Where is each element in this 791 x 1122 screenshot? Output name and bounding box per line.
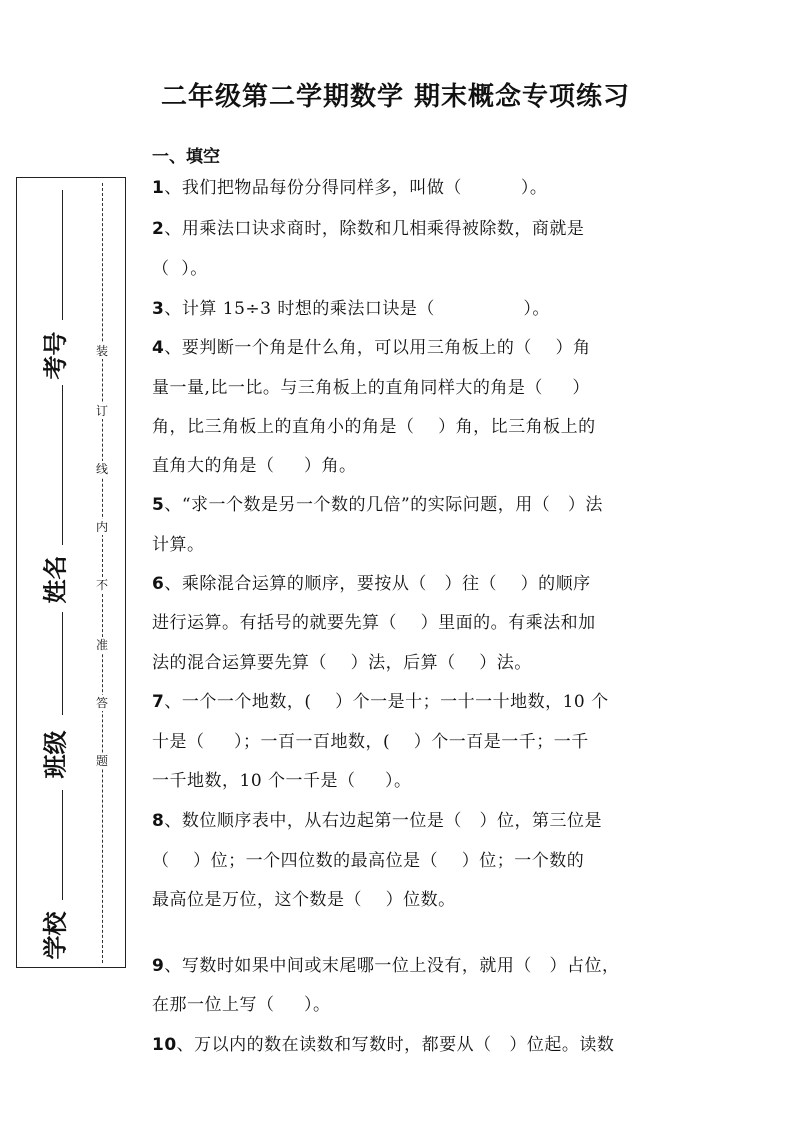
seal-char: 装 bbox=[91, 343, 113, 359]
seal-char: 内 bbox=[91, 519, 113, 535]
fill-in-line[interactable] bbox=[62, 385, 63, 545]
page-title: 二年级第二学期数学 期末概念专项练习 bbox=[160, 82, 631, 112]
question-5-line bbox=[152, 534, 697, 556]
section-heading: 一、填空 bbox=[152, 147, 220, 167]
question-text: 、“求一个数是另一个数的几倍”的实际问题，用（ ）法 bbox=[164, 495, 603, 515]
question-text: 法的混合运算要先算（ ）法，后算（ ）法。 bbox=[152, 653, 532, 673]
question-text: 、乘除混合运算的顺序，要按从（ ）往（ ）的顺序 bbox=[164, 574, 591, 594]
seal-char: 不 bbox=[91, 577, 113, 593]
question-9-line bbox=[152, 994, 697, 1016]
question-9-line bbox=[152, 955, 697, 977]
seal-char: 答 bbox=[91, 695, 113, 711]
question-text: （ ）。 bbox=[152, 259, 208, 279]
question-number: 9 bbox=[152, 956, 165, 976]
question-text: 、万以内的数在读数和写数时，都要从（ ）位起。读数 bbox=[176, 1035, 615, 1055]
question-6-line bbox=[152, 612, 697, 634]
fill-in-line[interactable] bbox=[62, 612, 63, 715]
question-3-line bbox=[152, 298, 697, 320]
question-text: 十是（ ）；一百一百地数，( ）个一百是一千；一千 bbox=[152, 732, 589, 752]
question-8-line bbox=[152, 850, 697, 872]
question-text: 量一量,比一比。与三角板上的直角同样大的角是（ ） bbox=[152, 378, 590, 398]
question-number: 1 bbox=[152, 178, 165, 198]
question-text: 直角大的角是（ ）角。 bbox=[152, 456, 357, 476]
field-label: 考号 bbox=[40, 331, 70, 380]
question-8-line bbox=[152, 889, 697, 911]
question-2-line bbox=[152, 218, 697, 240]
binding-border bbox=[16, 177, 126, 968]
question-number: 6 bbox=[152, 574, 165, 594]
question-text: （ ）位；一个四位数的最高位是（ ）位；一个数的 bbox=[152, 851, 585, 871]
question-number: 10 bbox=[152, 1035, 177, 1055]
seal-char: 准 bbox=[91, 637, 113, 653]
seal-char: 题 bbox=[91, 753, 113, 769]
question-1-line bbox=[152, 177, 697, 199]
question-7-line bbox=[152, 691, 697, 713]
question-text: 、要判断一个角是什么角，可以用三角板上的（ ）角 bbox=[164, 338, 591, 358]
question-4-line bbox=[152, 455, 697, 477]
question-8-line bbox=[152, 810, 697, 832]
question-2-line bbox=[152, 258, 697, 280]
field-label: 学校 bbox=[40, 911, 70, 960]
question-4-line bbox=[152, 416, 697, 438]
question-text: 、用乘法口诀求商时，除数和几相乘得被除数，商就是 bbox=[164, 219, 585, 239]
fill-in-line[interactable] bbox=[62, 190, 63, 320]
question-number: 2 bbox=[152, 219, 165, 239]
question-text: 、计算 15÷3 时想的乘法口诀是（ ）。 bbox=[164, 299, 550, 319]
question-text: 角，比三角板上的直角小的角是（ ）角，比三角板上的 bbox=[152, 417, 596, 437]
question-text: 、写数时如果中间或末尾哪一位上没有，就用（ ）占位， bbox=[164, 956, 620, 976]
question-text: 计算。 bbox=[152, 535, 205, 555]
question-text: 一千地数，10 个一千是（ ）。 bbox=[152, 771, 412, 791]
cut-line bbox=[102, 183, 103, 963]
seal-char: 线 bbox=[91, 461, 113, 477]
question-10-line bbox=[152, 1034, 697, 1056]
question-text: 、数位顺序表中，从右边起第一位是（ ）位，第三位是 bbox=[164, 811, 603, 831]
field-label: 姓名 bbox=[40, 555, 70, 604]
question-text: 、一个一个地数，( ）个一是十；一十一十地数，10 个 bbox=[164, 692, 609, 712]
question-7-line bbox=[152, 731, 697, 753]
fill-in-line[interactable] bbox=[62, 790, 63, 900]
field-label: 班级 bbox=[40, 730, 70, 779]
question-text: 进行运算。有括号的就要先算（ ）里面的。有乘法和加 bbox=[152, 613, 596, 633]
question-7-line bbox=[152, 770, 697, 792]
question-number: 5 bbox=[152, 495, 165, 515]
question-5-line bbox=[152, 494, 697, 516]
question-text: 、我们把物品每份分得同样多，叫做（ ）。 bbox=[164, 178, 548, 198]
question-number: 4 bbox=[152, 338, 165, 358]
question-6-line bbox=[152, 573, 697, 595]
question-6-line bbox=[152, 652, 697, 674]
seal-char: 订 bbox=[91, 403, 113, 419]
question-4-line bbox=[152, 337, 697, 359]
question-text: 最高位是万位，这个数是（ ）位数。 bbox=[152, 890, 456, 910]
question-text: 在那一位上写（ ）。 bbox=[152, 995, 331, 1015]
question-number: 7 bbox=[152, 692, 165, 712]
question-number: 3 bbox=[152, 299, 165, 319]
question-number: 8 bbox=[152, 811, 165, 831]
question-4-line bbox=[152, 377, 697, 399]
